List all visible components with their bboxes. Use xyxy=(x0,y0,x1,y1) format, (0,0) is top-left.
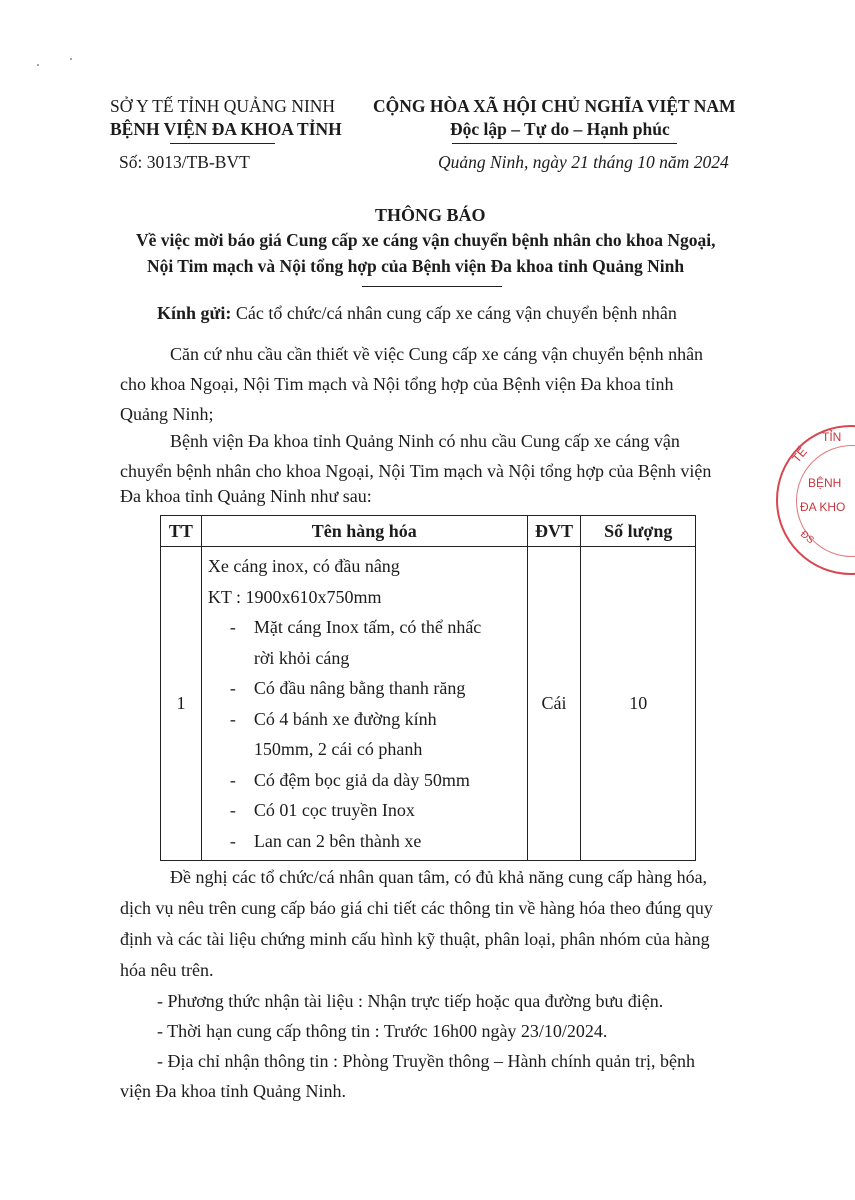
nation-motto: Độc lập – Tự do – Hạnh phúc xyxy=(450,119,670,139)
body-p3-line-4: hóa nêu trên. xyxy=(120,960,214,980)
motto-underline xyxy=(452,143,677,144)
receive-method: - Phương thức nhận tài liệu : Nhận trực tiếp hoặc qua đường bưu điện. xyxy=(157,991,664,1011)
stamp-text-bottom: ĐS xyxy=(798,528,816,547)
feature-item: - Có đệm bọc giả da dày 50mm xyxy=(229,769,470,790)
stamp-text-inner-1: BỆNH xyxy=(808,476,842,490)
intro-p2-line-1: Bệnh viện Đa khoa tỉnh Quảng Ninh có nhu cầu Cung cấp xe cáng vận xyxy=(170,431,680,451)
agency-underline xyxy=(170,143,275,144)
table-row xyxy=(161,547,696,861)
recipient-label: Kính gửi: xyxy=(157,303,232,323)
body-p3-line-3: định và các tài liệu chứng minh cấu hình kỹ thuật, phân loại, phân nhóm của hàng xyxy=(120,929,710,949)
header-qty: Số lượng xyxy=(581,516,696,547)
header-name: Tên hàng hóa xyxy=(201,516,527,547)
doc-subject-line-1: Về việc mời báo giá Cung cấp xe cáng vận chuyển bệnh nhân cho khoa Ngoại, xyxy=(136,230,716,250)
address-line-1: - Địa chỉ nhận thông tin : Phòng Truyền thông – Hành chính quản trị, bệnh xyxy=(157,1051,695,1071)
doc-subject-line-2: Nội Tim mạch và Nội tổng hợp của Bệnh viện Đa khoa tỉnh Quảng Ninh xyxy=(147,256,685,276)
intro-p1-line-3: Quảng Ninh; xyxy=(120,404,214,424)
feature-item-continued: rời khỏi cáng xyxy=(253,647,350,668)
stamp-text-inner-2: ĐA KHO xyxy=(800,500,846,514)
cell-name xyxy=(201,547,527,861)
agency-line-2: BỆNH VIỆN ĐA KHOA TỈNH xyxy=(110,119,342,139)
nation-line-1: CỘNG HÒA XÃ HỘI CHỦ NGHĨA VIỆT NAM xyxy=(373,96,736,116)
cell-unit: Cái xyxy=(527,547,581,861)
title-underline xyxy=(362,286,502,287)
intro-p2-line-2: chuyển bệnh nhân cho khoa Ngoại, Nội Tim mạch và Nội tổng hợp của Bệnh viện xyxy=(120,461,712,481)
feature-item: - Lan can 2 bên thành xe xyxy=(229,830,422,851)
doc-number: Số: 3013/TB-BVT xyxy=(119,152,250,172)
goods-table xyxy=(160,515,696,861)
intro-p2-line-3: Đa khoa tỉnh Quảng Ninh như sau: xyxy=(120,486,372,506)
header-tt: TT xyxy=(161,516,202,547)
item-size: KT : 1900x610x750mm xyxy=(207,586,382,607)
cell-tt: 1 xyxy=(161,547,202,861)
feature-item: - Có 01 cọc truyền Inox xyxy=(229,800,415,820)
recipient-text: Các tổ chức/cá nhân cung cấp xe cáng vận chuyển bệnh nhân xyxy=(231,303,677,323)
feature-item-continued: 150mm, 2 cái có phanh xyxy=(253,739,423,759)
feature-item: - Có 4 bánh xe đường kính xyxy=(229,708,437,729)
agency-line-1: SỞ Y TẾ TỈNH QUẢNG NINH xyxy=(110,96,336,116)
scan-speck xyxy=(37,64,39,66)
stamp-text-left: TẾ xyxy=(789,444,810,466)
scan-speck xyxy=(70,58,72,60)
intro-p1-line-1: Căn cứ nhu cầu cần thiết về việc Cung cấp xe cáng vận chuyển bệnh nhân xyxy=(170,344,704,364)
stamp-text-top: TỈN xyxy=(822,430,842,444)
intro-p1-line-2: cho khoa Ngoại, Nội Tim mạch và Nội tổng hợp của Bệnh viện Đa khoa tỉnh xyxy=(120,374,674,394)
recipient-line xyxy=(157,303,677,324)
body-p3-line-2: dịch vụ nêu trên cung cấp báo giá chi tiết các thông tin về hàng hóa theo đúng quy xyxy=(120,898,713,918)
item-name: Xe cáng inox, có đầu nâng xyxy=(207,556,400,576)
table-header-row xyxy=(161,516,696,547)
place-date: Quảng Ninh, ngày 21 tháng 10 năm 2024 xyxy=(438,152,729,172)
address-line-2: viện Đa khoa tỉnh Quảng Ninh. xyxy=(120,1081,346,1101)
body-p3-line-1: Đề nghị các tổ chức/cá nhân quan tâm, có đủ khả năng cung cấp hàng hóa, xyxy=(170,867,708,887)
doc-title: THÔNG BÁO xyxy=(375,205,486,225)
feature-item: - Có đầu nâng bằng thanh răng xyxy=(229,678,466,698)
feature-item: - Mặt cáng Inox tấm, có thể nhấc xyxy=(229,617,482,637)
cell-qty: 10 xyxy=(581,547,696,861)
header-unit: ĐVT xyxy=(527,516,581,547)
deadline: - Thời hạn cung cấp thông tin : Trước 16h00 ngày 23/10/2024. xyxy=(157,1021,608,1041)
